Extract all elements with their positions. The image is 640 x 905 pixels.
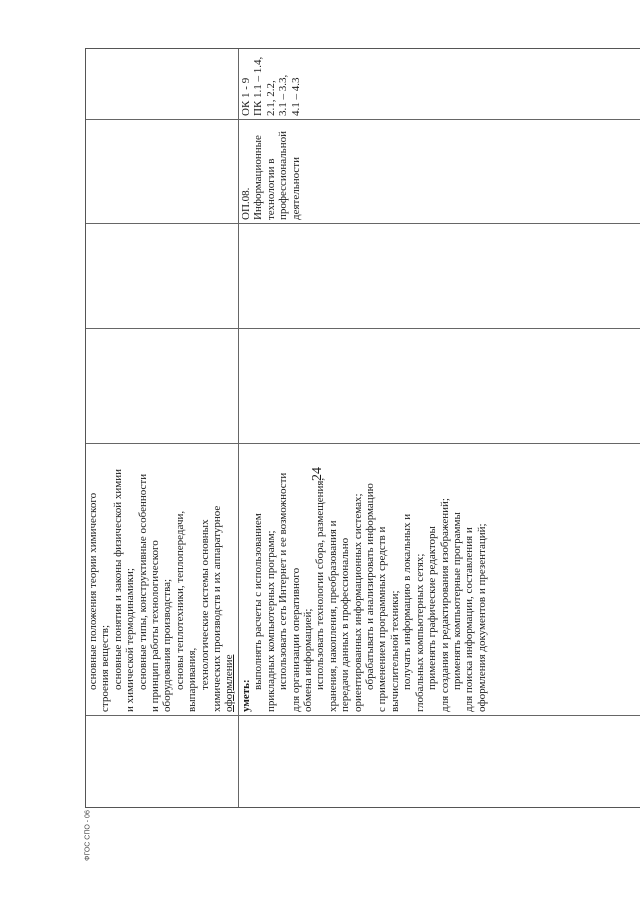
cell-line: выполнять расчеты с использованием [252,513,265,690]
cell-line: использовать технологии сбора, размещения, [314,477,327,690]
cell-line: ОК 1 - 9 [240,77,252,116]
cell-line: оборудования производства; [161,578,174,712]
cell-line: оформления документов и презентаций; [475,523,488,712]
cell-line: профессиональной [277,131,290,220]
cell-discipline [86,119,238,223]
cell-line: основные типы, конструктивные особенности [136,473,149,690]
cell-hours-max [86,328,238,443]
cell-line: использовать сеть Интернет и ее возможности [277,472,290,690]
cell-line: основы теплотехники, теплопередачи, [173,510,186,690]
cell-line: оформление [223,654,236,712]
cell-line: Информационные [252,135,265,220]
footer-code: ФГОС СПО - 06 [84,810,92,861]
cell-line: ПК 1.1 – 1.4, [252,56,265,116]
cell-line: уметь: [240,679,252,712]
curriculum-table [85,48,640,808]
table-row [86,49,239,807]
cell-line: деятельности [289,157,302,220]
cell-competencies [239,49,640,119]
cell-line: химических производств и их аппаратурное [211,505,224,712]
cell-hours-class [86,223,238,328]
cell-line: и принцип работы технологического [149,540,162,712]
cell-line: основные понятия и законы физической химии [111,468,124,690]
cell-line: выпаривания, [186,647,199,712]
cell-line: хранения, накопления, преобразования и [326,520,339,712]
cell-line: основные положения теории химического [87,492,99,690]
cell-line: ориентированных информационных системах; [351,493,364,712]
cell-line: обмена информацией; [302,608,315,712]
cell-line: ОП.08. [240,187,252,220]
cell-line: с применением программных средств и [376,526,389,712]
cell-line: 3.1 – 3.3, [277,74,290,116]
cell-line: для организации оперативного [289,567,302,712]
cell-requirements [86,443,238,715]
cell-code [239,715,640,807]
cell-discipline [239,119,640,223]
cell-competencies [86,49,238,119]
cell-line: для поиска информации, составления и [463,527,476,712]
cell-line: строения веществ; [99,624,112,712]
cell-line: технологии в [264,158,277,220]
cell-line: 2.1, 2.2, [264,80,277,116]
cell-line: и химической термодинамики; [124,568,137,712]
cell-line: 4.1 – 4.3 [289,77,302,116]
cell-line: вычислительной техники; [388,590,401,712]
cell-line: передачи данных в профессионально [339,537,352,712]
cell-hours-class [239,223,640,328]
table-row [239,49,640,807]
cell-line: обрабатывать и анализировать информацию [364,483,377,690]
cell-line: технологические системы основных [198,519,211,690]
rotated-page [85,48,640,808]
cell-hours-max [239,328,640,443]
page-number: 24 [310,467,325,481]
cell-code [86,715,238,807]
cell-requirements [239,443,640,715]
cell-line: прикладных компьютерных программ; [264,530,277,712]
cell-line: применять графические редакторы [426,526,439,690]
cell-line: глобальных компьютерных сетях; [413,553,426,712]
cell-line: получать информацию в локальных и [401,513,414,690]
cell-line: применять компьютерные программы [450,512,463,690]
cell-line: для создания и редактирования изображений; [438,498,451,712]
